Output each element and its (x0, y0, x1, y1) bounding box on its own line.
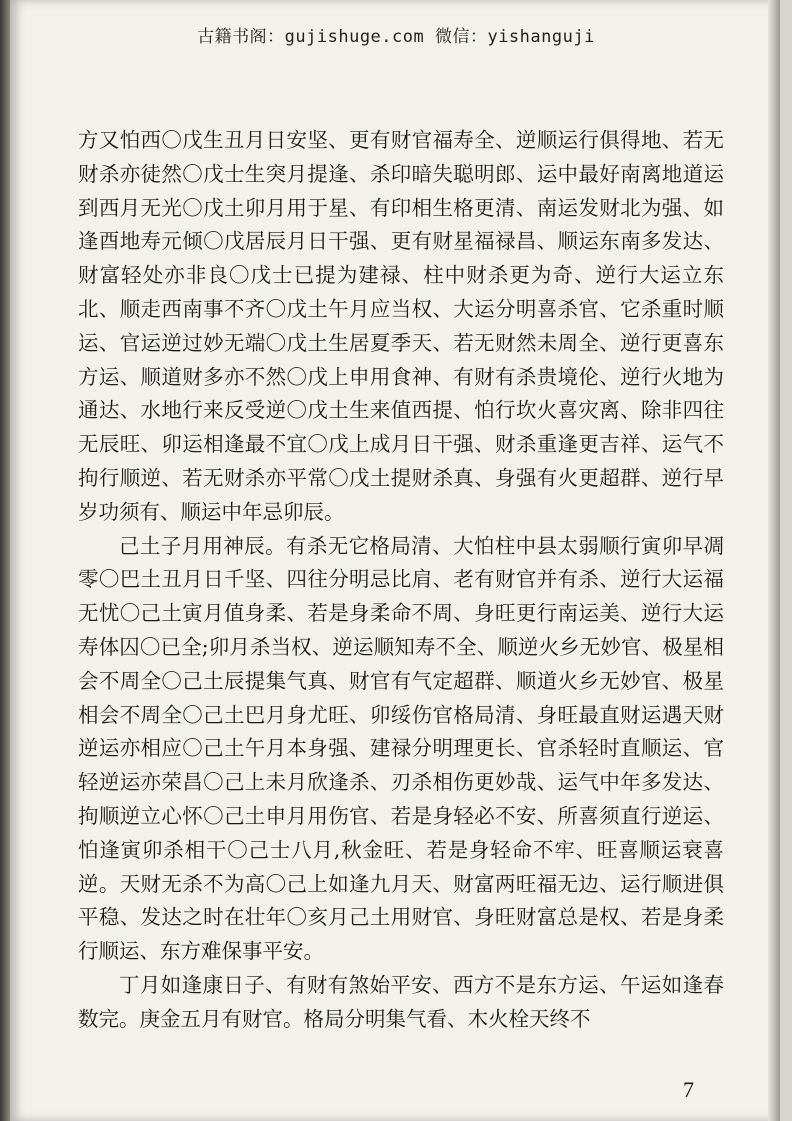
paragraph-3: 丁月如逢康日子、有财有煞始平安、西方不是东方运、午运如逢春数完。庚金五月有财官。格局分明集气看、木火栓天终不 (78, 972, 724, 1031)
page-number: 7 (683, 1077, 694, 1102)
page-binding-edge (0, 0, 10, 1121)
paragraph-1: 方又怕西〇戊生丑月日安坚、更有财官福寿全、逆顺运行俱得地、若无财杀亦徒然〇戊士生突月提逢、杀印暗失聪明郎、运中最好南离地道运到西月无光〇戊土卯月用于星、有印相生格更清、南运发财北为强、如逢酉地寿元倾〇戊居辰月日干强、更有财星福禄昌、顺运东南多发达、财富轻处亦非良〇戊士已提为建禄、柱中财杀更为奇、逆行大运立东北、顺走西南事不齐〇戊土午月应当权、大运分明喜杀官、它杀重时顺运、官运逆过妙无端〇戊土生居夏季天、若无财然未周全、逆行更喜东方运、顺道财多亦不然〇戊上申用食神、有财有杀贵境伦、逆行火地为通达、水地行来反受逆〇戊土生来值西提、怕行坎火喜灾离、除非四往无辰旺、卯运相逢最不宜〇戊上成月日干强、财杀重逢更吉祥、运气不拘行顺逆、若无财杀亦平常〇戊土提财杀真、身强有火更超群、逆行早岁功须有、顺运中年忌卯辰。 (78, 128, 724, 524)
paragraph-2: 己土子月用神辰。有杀无它格局清、大怕柱中县太弱顺行寅卯早凋零〇巴土丑月日千坚、四往分明忌比肩、老有财官并有杀、逆行大运福无忧〇己土寅月值身柔、若是身柔命不周、身旺更行南运美、逆行大运寿体囚〇已全;卯月杀当权、逆运顺知寿不全、顺逆火乡无妙官、极星相会不周全〇己土辰提集气真、财官有气定超群、顺道火乡无妙官、极星相会不周全〇己土巴月身尤旺、卯绥伤官格局清、身旺最直财运遇天财逆运亦相应〇己土午月本身强、建禄分明理更长、官杀轻时直顺运、官轻逆运亦荣昌〇己上未月欣逢杀、刃杀相伤更妙哉、运气中年多发达、拘顺逆立心怀〇己土申月用伤官、若是身轻必不安、所喜须直行逆运、怕逢寅卯杀相干〇己士八月,秋金旺、若是身轻命不牢、旺喜顺运衰喜逆。天财无杀不为高〇己上如逢九月天、财富两旺福无边、运行顺进俱平稳、发达之时在壮年〇亥月己土用财官、身旺财富总是权、若是身柔行顺运、东方难保事平安。 (78, 533, 724, 964)
watermark-header: 古籍书阁：gujishuge.com 微信：yishanguji (197, 27, 595, 47)
body-text (78, 124, 724, 1037)
page-right-edge (768, 0, 780, 1121)
